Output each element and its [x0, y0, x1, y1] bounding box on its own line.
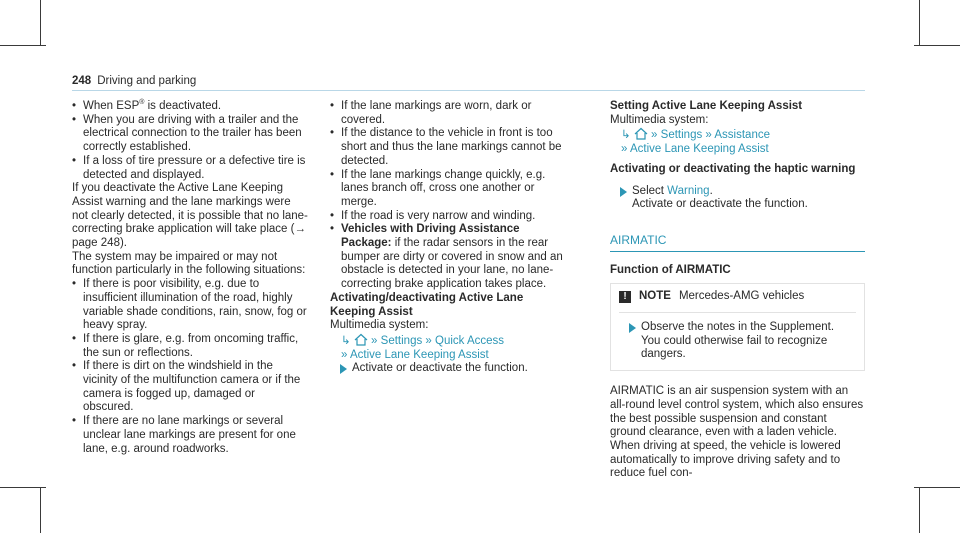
action-triangle-icon [629, 323, 636, 333]
note-header [619, 290, 856, 304]
list-item: • If there are no lane markings or several unclear lane markings are present for one lane, e.g. around roadworks. [72, 415, 308, 456]
list-item: • If the road is very narrow and winding. [330, 210, 566, 224]
menu-path-settings: Settings [660, 129, 703, 142]
crop-mark [919, 0, 920, 46]
double-chevron-icon: » [371, 334, 378, 347]
column-left [72, 100, 308, 456]
note-body [619, 312, 856, 362]
page-header [72, 75, 196, 89]
list-item: • If the lane markings change quickly, e.g. lanes branch off, cross one another or merge. [330, 169, 566, 210]
page-header-title: Driving and parking [97, 75, 197, 87]
section-heading: Activating/deactivating Active Lane Keeping Assist [330, 291, 524, 318]
home-icon [354, 333, 368, 346]
menu-path-label: Multimedia system: [330, 319, 429, 332]
paragraph: If you deactivate the Active Lane Keeping Assist warning and the lane markings were not clearly detected, it is possible that no lane-correcting brake application will take place (→ page 248). [72, 182, 308, 250]
column-right [610, 100, 865, 481]
note-label: NOTE [639, 290, 671, 303]
crop-mark [914, 45, 960, 46]
list-item: • If there is glare, e.g. from oncoming traffic, the sun or reflections. [72, 333, 308, 360]
nav-arrow-icon: ↳ [621, 129, 631, 142]
action-step: Activate or deactivate the function. [330, 362, 566, 376]
menu-path-label: Multimedia system: [610, 113, 709, 126]
menu-path [330, 333, 566, 349]
menu-path-quick-access: Quick Access [435, 334, 505, 347]
list-item: • If there is poor visibility, e.g. due to insufficient illumination of the road, highly variable shade conditions, rain, snow, fog or heavy spray. [72, 278, 308, 333]
column-middle [330, 100, 566, 376]
action-triangle-icon [620, 187, 627, 197]
menu-path-assistance: Assistance [714, 129, 770, 142]
action-step: Select Warning. [610, 185, 865, 199]
crop-mark [914, 487, 960, 488]
double-chevron-icon: » [621, 143, 628, 156]
function-heading: Function of AIRMATIC [610, 263, 731, 276]
menu-path-settings: Settings [380, 334, 423, 347]
menu-path [610, 127, 865, 143]
crop-mark [40, 487, 41, 533]
header-rule [72, 90, 865, 91]
double-chevron-icon: » [425, 334, 432, 347]
menu-path [330, 349, 566, 363]
section-title-airmatic: AIRMATIC [610, 234, 865, 252]
list-item: • If the distance to the vehicle in front is too short and thus the lane markings cannot be detected. [330, 127, 566, 168]
paragraph: AIRMATIC is an air suspension system with an all-round level control system, which also ensures the best possible suspension and constant ground clearance, even with a laden vehicle. When driving at speed, the vehicle is lowered automatically to improve driving safety and to reduce fuel con- [610, 385, 864, 480]
warning-icon: ! [619, 291, 631, 303]
page-number: 248 [72, 75, 92, 87]
menu-path-active-lane-keeping-assist: Active Lane Keeping Assist [349, 348, 489, 361]
paragraph: The system may be impaired or may not function particularly in the following situations: [72, 250, 306, 277]
cross-reference-arrow-icon: → [294, 223, 306, 236]
home-icon [634, 127, 648, 140]
list-item: • If there is dirt on the windshield in the vicinity of the multifunction camera or if the camera is fogged up, damaged or obscured. [72, 360, 308, 415]
note-text: Observe the notes in the Supplement. You could otherwise fail to recognize dangers. [619, 321, 856, 362]
crop-mark [0, 487, 46, 488]
menu-path-active-lane-keeping-assist: Active Lane Keeping Assist [629, 143, 769, 156]
list-item: • Vehicles with Driving Assistance Package: if the radar sensors in the rear bumper are dirty or covered in snow and an obstacle is detected in your lane, no lane-correcting brake application takes place. [330, 223, 566, 292]
action-triangle-icon [340, 364, 347, 374]
crop-mark [40, 0, 41, 46]
list-item: • If a loss of tire pressure or a defective tire is detected and displayed. [72, 155, 308, 182]
note-box [610, 283, 865, 371]
action-text: Activate or deactivate the function. [632, 198, 808, 211]
list-item: • If the lane markings are worn, dark or covered. [330, 100, 566, 127]
list-item: • When ESP® is deactivated. [72, 100, 308, 114]
list-item: • When you are driving with a trailer and the electrical connection to the trailer has been correctly established. [72, 114, 308, 155]
warning-setting-link: Warning [667, 184, 710, 197]
crop-mark [0, 45, 46, 46]
section-heading: Setting Active Lane Keeping Assist [610, 100, 803, 112]
double-chevron-icon: » [651, 129, 658, 142]
menu-path [610, 143, 865, 157]
double-chevron-icon: » [705, 129, 712, 142]
double-chevron-icon: » [341, 348, 348, 361]
section-heading: Activating or deactivating the haptic warning [610, 162, 856, 175]
crop-mark [919, 487, 920, 533]
note-title: Mercedes-AMG vehicles [678, 290, 805, 303]
nav-arrow-icon: ↳ [341, 334, 351, 347]
